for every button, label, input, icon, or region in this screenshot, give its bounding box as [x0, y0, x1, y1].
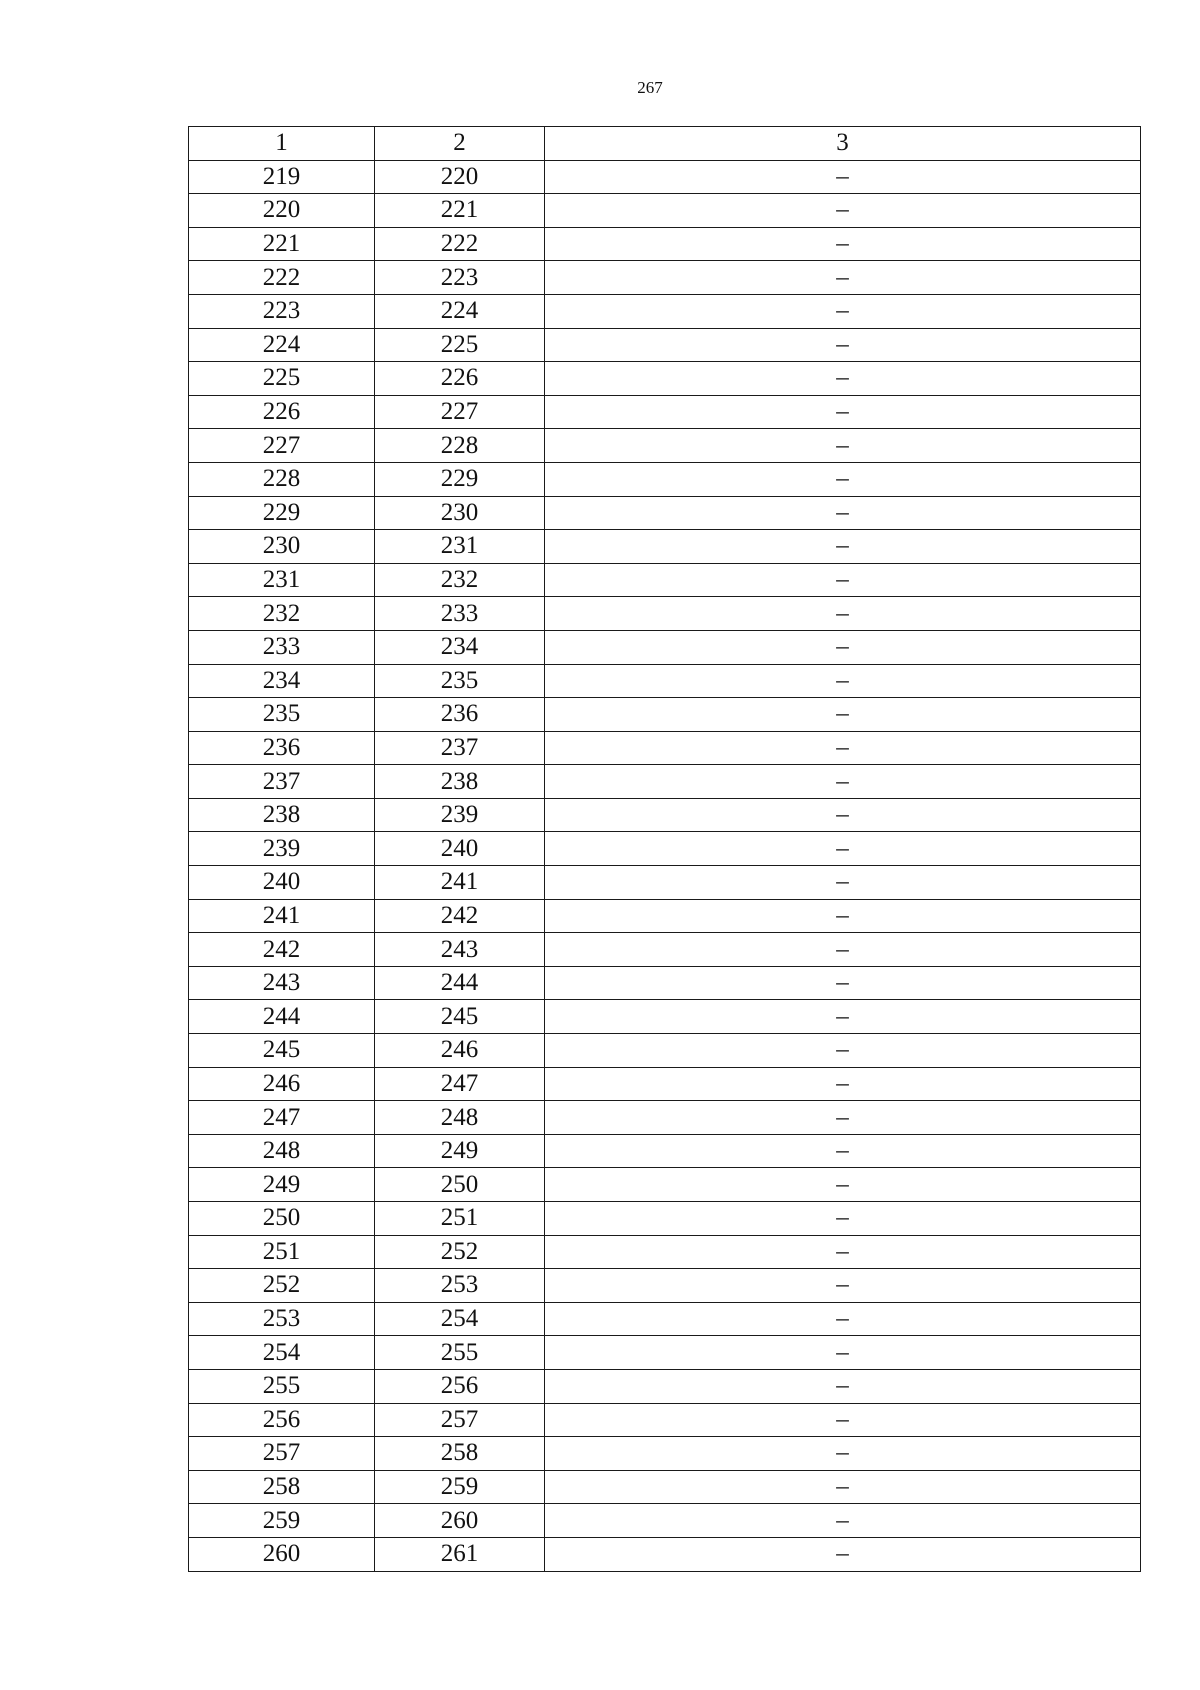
table-cell-col-2: 246: [375, 1034, 545, 1068]
table-row: [189, 160, 1141, 194]
table-cell-col-3: –: [545, 328, 1141, 362]
table-cell-col-2: 259: [375, 1470, 545, 1504]
table-cell-col-2: 251: [375, 1202, 545, 1236]
table-cell-col-3: –: [545, 1134, 1141, 1168]
table-cell-col-3: –: [545, 597, 1141, 631]
table-cell-col-2: 235: [375, 664, 545, 698]
table-cell-col-3: –: [545, 1504, 1141, 1538]
table-cell-col-2: 227: [375, 395, 545, 429]
table-cell-col-3: –: [545, 1202, 1141, 1236]
table-row: [189, 429, 1141, 463]
table-row: [189, 1000, 1141, 1034]
table-cell-col-1: 251: [189, 1235, 375, 1269]
table-row: [189, 1134, 1141, 1168]
table-cell-col-1: 244: [189, 1000, 375, 1034]
table-cell-col-2: 237: [375, 731, 545, 765]
table-cell-col-3: –: [545, 563, 1141, 597]
table-cell-col-1: 232: [189, 597, 375, 631]
table-cell-col-2: 252: [375, 1235, 545, 1269]
table-cell-col-2: 254: [375, 1302, 545, 1336]
table-cell-col-1: 231: [189, 563, 375, 597]
table-cell-col-2: 256: [375, 1369, 545, 1403]
table-cell-col-3: –: [545, 227, 1141, 261]
table-cell-col-2: 243: [375, 933, 545, 967]
table-row: [189, 966, 1141, 1000]
table-row: [189, 395, 1141, 429]
table-cell-col-1: 241: [189, 899, 375, 933]
table-row: [189, 630, 1141, 664]
table-row: [189, 832, 1141, 866]
table-cell-col-3: –: [545, 462, 1141, 496]
table-cell-col-2: 249: [375, 1134, 545, 1168]
table-cell-col-3: –: [545, 1336, 1141, 1370]
table-cell-col-3: –: [545, 899, 1141, 933]
table-row: [189, 765, 1141, 799]
table-cell-col-1: 242: [189, 933, 375, 967]
table-row: [189, 899, 1141, 933]
table-row: [189, 1202, 1141, 1236]
table-cell-col-1: 260: [189, 1537, 375, 1571]
table-cell-col-3: –: [545, 1269, 1141, 1303]
table-cell-col-2: 234: [375, 630, 545, 664]
table-row: [189, 1369, 1141, 1403]
table-cell-col-2: 223: [375, 261, 545, 295]
table-row: [189, 798, 1141, 832]
table-cell-col-2: 245: [375, 1000, 545, 1034]
table-cell-col-1: 238: [189, 798, 375, 832]
table-cell-col-1: 220: [189, 194, 375, 228]
table-cell-col-3: –: [545, 1470, 1141, 1504]
table-cell-col-2: 226: [375, 362, 545, 396]
table-cell-col-3: –: [545, 1302, 1141, 1336]
table-cell-col-3: –: [545, 966, 1141, 1000]
table-row: [189, 530, 1141, 564]
table-row: [189, 328, 1141, 362]
table-cell-col-1: 243: [189, 966, 375, 1000]
table-cell-col-1: 233: [189, 630, 375, 664]
table-cell-col-2: 253: [375, 1269, 545, 1303]
table-row: [189, 1168, 1141, 1202]
table-cell-col-3: –: [545, 160, 1141, 194]
table-cell-col-2: 257: [375, 1403, 545, 1437]
table-cell-col-1: 228: [189, 462, 375, 496]
table-row: [189, 1470, 1141, 1504]
table-row: [189, 1336, 1141, 1370]
table-row: [189, 1302, 1141, 1336]
table-row: [189, 1403, 1141, 1437]
table-cell-col-3: –: [545, 294, 1141, 328]
data-table: [188, 126, 1141, 1572]
table-cell-col-3: –: [545, 1437, 1141, 1471]
table-cell-col-3: –: [545, 1000, 1141, 1034]
table-cell-col-3: –: [545, 731, 1141, 765]
table-row: [189, 462, 1141, 496]
table-cell-col-2: 236: [375, 698, 545, 732]
table-cell-col-1: 255: [189, 1369, 375, 1403]
table-cell-col-1: 249: [189, 1168, 375, 1202]
table-row: [189, 1504, 1141, 1538]
table-cell-col-1: 235: [189, 698, 375, 732]
table-cell-col-2: 242: [375, 899, 545, 933]
table-cell-col-3: –: [545, 630, 1141, 664]
table-cell-col-2: 241: [375, 866, 545, 900]
table-cell-col-2: 228: [375, 429, 545, 463]
table-cell-col-2: 244: [375, 966, 545, 1000]
table-row: [189, 866, 1141, 900]
table-row: [189, 362, 1141, 396]
table-cell-col-1: 225: [189, 362, 375, 396]
table-cell-col-1: 234: [189, 664, 375, 698]
table-cell-col-1: 250: [189, 1202, 375, 1236]
table-cell-col-2: 230: [375, 496, 545, 530]
table-row: [189, 1235, 1141, 1269]
table-cell-col-2: 261: [375, 1537, 545, 1571]
table-row: [189, 1034, 1141, 1068]
table-cell-col-1: 247: [189, 1101, 375, 1135]
table-body: [189, 160, 1141, 1571]
table-cell-col-2: 232: [375, 563, 545, 597]
table-cell-col-3: –: [545, 664, 1141, 698]
table-cell-col-2: 248: [375, 1101, 545, 1135]
table-cell-col-1: 246: [189, 1067, 375, 1101]
table-row: [189, 664, 1141, 698]
table-cell-col-3: –: [545, 866, 1141, 900]
table-cell-col-1: 230: [189, 530, 375, 564]
table-cell-col-3: –: [545, 362, 1141, 396]
table-row: [189, 1101, 1141, 1135]
table-cell-col-1: 259: [189, 1504, 375, 1538]
table-cell-col-3: –: [545, 933, 1141, 967]
table-cell-col-2: 250: [375, 1168, 545, 1202]
table-row: [189, 261, 1141, 295]
table-cell-col-2: 247: [375, 1067, 545, 1101]
table-cell-col-3: –: [545, 395, 1141, 429]
column-header-1: 1: [189, 127, 375, 161]
table-cell-col-1: 258: [189, 1470, 375, 1504]
page-number: 267: [637, 78, 663, 97]
table-row: [189, 698, 1141, 732]
table-cell-col-3: –: [545, 1034, 1141, 1068]
table-cell-col-2: 229: [375, 462, 545, 496]
table-row: [189, 597, 1141, 631]
table-cell-col-3: –: [545, 1537, 1141, 1571]
table-cell-col-3: –: [545, 1168, 1141, 1202]
table-cell-col-1: 254: [189, 1336, 375, 1370]
table-cell-col-3: –: [545, 194, 1141, 228]
table-cell-col-1: 226: [189, 395, 375, 429]
table-cell-col-3: –: [545, 496, 1141, 530]
table-cell-col-3: –: [545, 765, 1141, 799]
table-cell-col-3: –: [545, 1235, 1141, 1269]
table-cell-col-2: 260: [375, 1504, 545, 1538]
table-cell-col-2: 224: [375, 294, 545, 328]
table-cell-col-1: 223: [189, 294, 375, 328]
table-cell-col-3: –: [545, 1067, 1141, 1101]
table-cell-col-3: –: [545, 832, 1141, 866]
table-cell-col-1: 240: [189, 866, 375, 900]
table-row: [189, 227, 1141, 261]
column-header-2: 2: [375, 127, 545, 161]
table-cell-col-1: 229: [189, 496, 375, 530]
table-cell-col-1: 239: [189, 832, 375, 866]
table-row: [189, 933, 1141, 967]
table-cell-col-1: 221: [189, 227, 375, 261]
table-cell-col-2: 240: [375, 832, 545, 866]
table-cell-col-2: 225: [375, 328, 545, 362]
table-cell-col-2: 231: [375, 530, 545, 564]
column-header-3: 3: [545, 127, 1141, 161]
table-cell-col-1: 219: [189, 160, 375, 194]
table-cell-col-2: 221: [375, 194, 545, 228]
table-cell-col-3: –: [545, 798, 1141, 832]
table-row: [189, 496, 1141, 530]
table-row: [189, 563, 1141, 597]
table-cell-col-3: –: [545, 1403, 1141, 1437]
table-cell-col-3: –: [545, 698, 1141, 732]
table-cell-col-1: 248: [189, 1134, 375, 1168]
table-header-row: [189, 127, 1141, 161]
table-cell-col-1: 227: [189, 429, 375, 463]
table-cell-col-2: 220: [375, 160, 545, 194]
table-row: [189, 1067, 1141, 1101]
table-cell-col-3: –: [545, 530, 1141, 564]
table-cell-col-1: 257: [189, 1437, 375, 1471]
table-row: [189, 194, 1141, 228]
table-cell-col-3: –: [545, 261, 1141, 295]
table-cell-col-1: 252: [189, 1269, 375, 1303]
table-cell-col-2: 238: [375, 765, 545, 799]
table-cell-col-2: 239: [375, 798, 545, 832]
table-cell-col-3: –: [545, 429, 1141, 463]
table-row: [189, 1537, 1141, 1571]
table-cell-col-2: 255: [375, 1336, 545, 1370]
table-cell-col-2: 258: [375, 1437, 545, 1471]
table-cell-col-1: 222: [189, 261, 375, 295]
table-cell-col-3: –: [545, 1369, 1141, 1403]
table-row: [189, 1437, 1141, 1471]
table-cell-col-3: –: [545, 1101, 1141, 1135]
table-row: [189, 294, 1141, 328]
table-cell-col-2: 233: [375, 597, 545, 631]
table-cell-col-1: 236: [189, 731, 375, 765]
table-cell-col-1: 224: [189, 328, 375, 362]
table-row: [189, 731, 1141, 765]
table-row: [189, 1269, 1141, 1303]
table-cell-col-1: 237: [189, 765, 375, 799]
table-cell-col-1: 245: [189, 1034, 375, 1068]
table-cell-col-1: 253: [189, 1302, 375, 1336]
table-cell-col-2: 222: [375, 227, 545, 261]
table-cell-col-1: 256: [189, 1403, 375, 1437]
